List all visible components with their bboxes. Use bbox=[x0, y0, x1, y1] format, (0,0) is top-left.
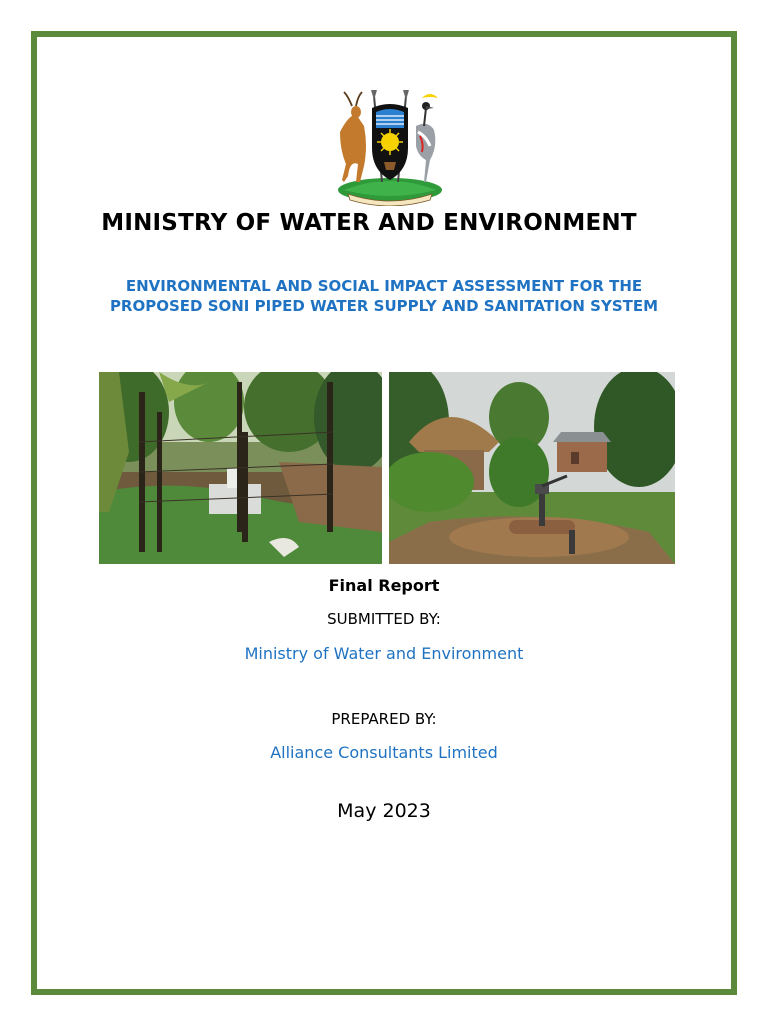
ministry-title: MINISTRY OF WATER AND ENVIRONMENT bbox=[101, 210, 637, 236]
submitted-by-name: Ministry of Water and Environment bbox=[244, 644, 524, 663]
report-title: ENVIRONMENTAL AND SOCIAL IMPACT ASSESSMENT FOR THE PROPOSED SONI PIPED WATER SUPPLY AND SANITATION SYSTEM bbox=[109, 277, 659, 315]
coat-of-arms-emblem bbox=[330, 86, 450, 206]
photo-fenced-water-source bbox=[99, 372, 382, 564]
photo-hand-pump-huts bbox=[389, 372, 675, 564]
prepared-by-name: Alliance Consultants Limited bbox=[270, 743, 498, 762]
submitted-by-label: SUBMITTED BY: bbox=[327, 610, 441, 628]
report-type: Final Report bbox=[328, 576, 440, 595]
prepared-by-label: PREPARED BY: bbox=[331, 710, 437, 728]
report-date: May 2023 bbox=[337, 800, 431, 822]
